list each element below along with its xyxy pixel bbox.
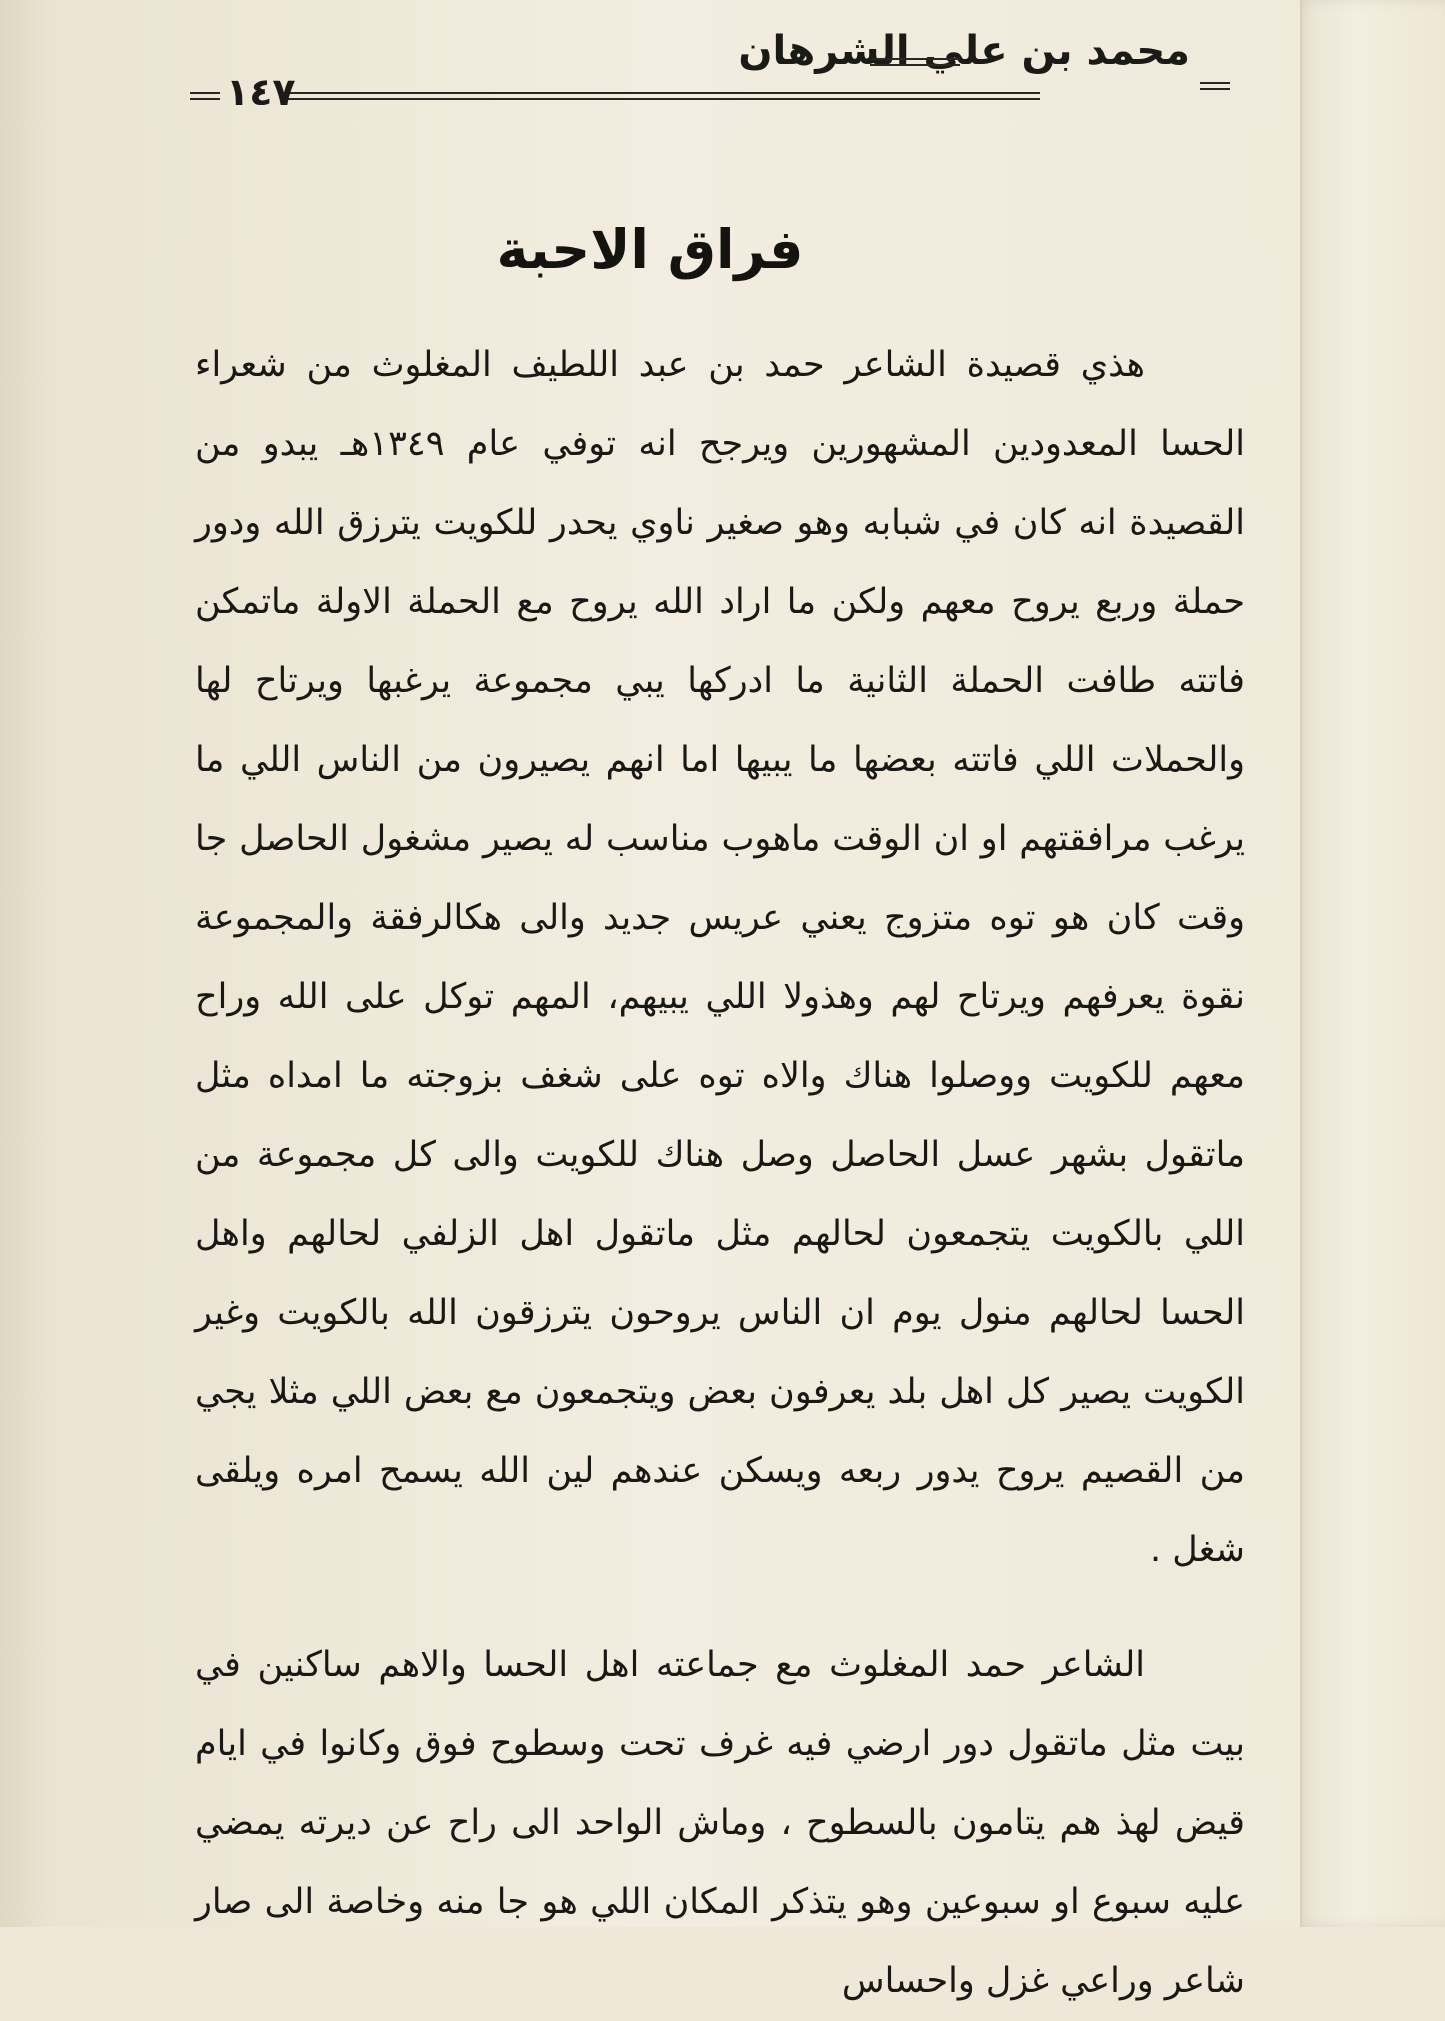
header-rule-right [1200,82,1230,90]
body-text [195,326,1245,2021]
paragraph: الشاعر حمد المغلوث مع جماعته اهل الحسا والاهم ساكنين في بيت مثل ماتقول دور ارضي فيه غرف تحت وسطوح فوق وكانوا في ايام قيض لهذ هم يتامون بالسطوح ، وماش الواحد الى راح عن ديرته يمضي عليه سبوع او سبوعين وهو يتذكر المكان اللي هو جا منه وخاصة الى صار شاعر وراعي غزل واحساس [195,1645,1245,2001]
running-header [180,20,1230,114]
header-rule-upper [870,58,960,66]
header-author: محمد بن علي الشرهان [738,28,1190,74]
paragraph: هذي قصيدة الشاعر حمد بن عبد اللطيف المغلوث من شعراء الحسا المعدودين المشهورين ويرجح انه توفي عام ١٣٤٩هـ يبدو من القصيدة انه كان في شبابه وهو صغير ناوي يحدر للكويت يترزق الله ودور حملة وربع يروح معهم ولكن ما اراد الله يروح مع الحملة الاولة ماتمكن فاتته طافت الحملة الثانية ما ادركها يبي مجموعة يرغبها ويرتاح لها والحملات اللي فاتته بعضها ما يبيها اما انهم يصيرون من الناس اللي ما يرغب مرافقتهم او ان الوقت ماهوب مناسب له يصير مشغول الحاصل جا وقت كان هو توه متزوج يعني عريس جديد والى هكالرفقة والمجموعة نقوة يعرفهم ويرتاح لهم وهذولا اللي يبيهم، المهم توكل على الله وراح معهم للكويت ووصلوا هناك والاه توه على شغف بزوجته ما امداه مثل ماتقول بشهر عسل الحاصل وصل هناك للكويت والى كل مجموعة من اللي بالكويت يتجمعون لحالهم مثل ماتقول اهل الزلفي لحالهم واهل الحسا لحالهم منول يوم ان الناس يروحون يترزقون الله بالكويت وغير الكويت يصير كل اهل بلد يعرفون بعض ويتجمعون مع بعض اللي مثلا يجي من القصيم يروح يدور ربعه ويسكن عندهم لين الله يسمح امره ويلقى شغل . [195,345,1245,1570]
header-rule-lower [280,92,1040,100]
chapter-title: فراق الاحبة [496,218,804,281]
page-number: ١٤٧ [226,70,296,114]
header-rule-left [190,92,220,100]
adjacent-page-edge [1295,0,1445,1927]
